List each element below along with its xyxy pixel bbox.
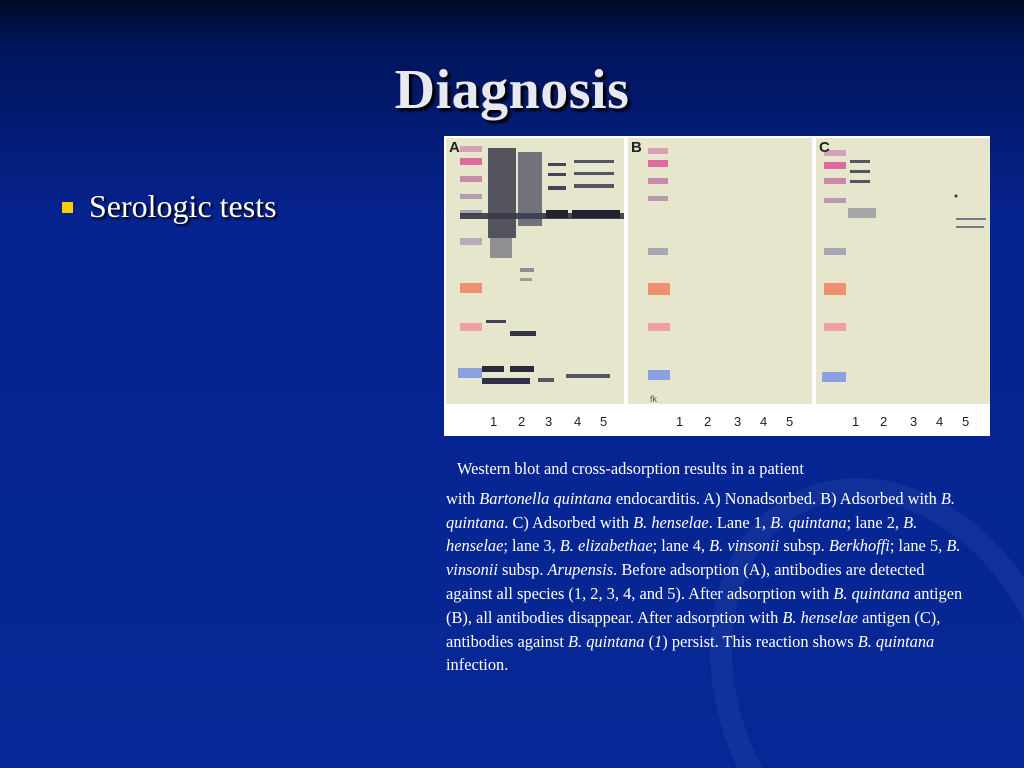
lane-number: 3 xyxy=(910,414,918,429)
lane-number: 5 xyxy=(786,414,794,429)
lane-numbers-b xyxy=(628,414,812,434)
lane-number: 4 xyxy=(936,414,944,429)
blot-panel-c xyxy=(816,138,990,404)
lane-number: 3 xyxy=(734,414,742,429)
panel-label-c: C xyxy=(819,139,830,156)
lane-numbers-a xyxy=(446,414,624,434)
lane-number: 4 xyxy=(760,414,768,429)
marker-ladder-a xyxy=(458,146,482,378)
marker-ladder-b xyxy=(648,148,670,380)
lane-number: 2 xyxy=(518,414,526,429)
blot-panel-c-bands xyxy=(816,138,990,404)
slide-title: Diagnosis xyxy=(394,59,630,121)
western-blot-figure xyxy=(444,136,990,436)
bullet-item xyxy=(62,188,277,225)
lane-number: 1 xyxy=(676,414,684,429)
lane-number: 4 xyxy=(574,414,582,429)
blot-panel-a xyxy=(446,138,624,404)
blot-panel-a-bands xyxy=(446,138,624,404)
caption-first-line: Western blot and cross-adsorption results in a patient xyxy=(457,459,804,478)
bullet-square-icon xyxy=(62,202,73,213)
lane-number: 3 xyxy=(545,414,553,429)
lane-numbers-c xyxy=(816,414,990,434)
figure-caption xyxy=(446,457,966,677)
blot-panel-b xyxy=(628,138,812,404)
lane-number: 2 xyxy=(704,414,712,429)
marker-annotation: fk xyxy=(650,394,658,404)
lane-number: 5 xyxy=(600,414,608,429)
caption-body: with Bartonella quintana endocarditis. A) Nonadsorbed. B) Adsorbed with B. quintana. C) Adsorbed with B. henselae. Lane 1, B. quintana; lane 2, B. henselae; lane 3, B. elizabethae; lane 4, B. vinsonii subsp. Berkhoffi; lane 5, B. vinsonii subsp. Arupensis. Before adsorption (A), antibodies are detected against all species (1, 2, 3, 4, and 5). After adsorption with B. quintana antigen (B), all antibodies disappear. After adsorption with B. henselae antigen (C), antibodies against B. quintana (1) persist. This reaction shows B. quintana infection. xyxy=(446,488,963,675)
panel-label-b: B xyxy=(631,139,642,156)
blot-panel-b-bands xyxy=(628,138,812,404)
marker-ladder-c xyxy=(822,150,846,382)
lane-number: 2 xyxy=(880,414,888,429)
lane-number: 1 xyxy=(852,414,860,429)
lane-number: 5 xyxy=(962,414,970,429)
bullet-text: Serologic tests xyxy=(89,188,277,224)
lane-number: 1 xyxy=(490,414,498,429)
panel-label-a: A xyxy=(449,139,460,156)
